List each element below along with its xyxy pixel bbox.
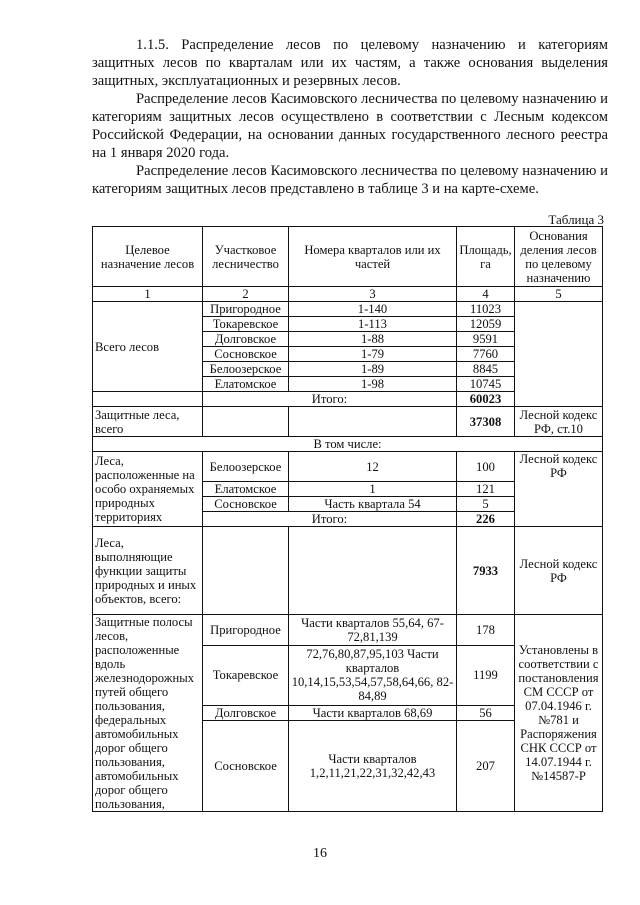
table-row xyxy=(93,615,603,646)
quarters-cell: 12 xyxy=(289,452,457,482)
header-cell: Площадь, га xyxy=(457,227,515,287)
total-label: Итого: xyxy=(203,392,457,407)
district-cell: Пригородное xyxy=(203,615,289,646)
quarters-cell: 1-98 xyxy=(289,377,457,392)
area-cell: 11023 xyxy=(457,302,515,317)
basis-cell: Лесной кодекс РФ, ст.10 xyxy=(515,407,603,437)
area-cell: 56 xyxy=(457,705,515,720)
area-cell: 100 xyxy=(457,452,515,482)
category-label: Леса, расположенные на особо охраняемых природных территориях xyxy=(93,452,203,527)
empty-cell xyxy=(93,392,203,407)
district-cell: Пригородное xyxy=(203,302,289,317)
table-caption: Таблица 3 xyxy=(548,212,604,227)
quarters-cell: 1 xyxy=(289,482,457,497)
paragraph-basis: Распределение лесов Касимовского лесничества по целевому назначению и категориям защитных лесов осуществлено в соответствии с Лесным кодексом Российской Федерации, на основании данных государственного лесного реестра на 1 января 2020 года. xyxy=(92,91,608,161)
header-row xyxy=(93,227,603,287)
category-label: Всего лесов xyxy=(93,302,203,392)
quarters-cell: 1-89 xyxy=(289,362,457,377)
quarters-cell: 1-88 xyxy=(289,332,457,347)
area-cell: 5 xyxy=(457,497,515,512)
district-cell: Белоозерское xyxy=(203,452,289,482)
quarters-cell: Части кварталов 68,69 xyxy=(289,705,457,720)
header-cell: Номера кварталов или их частей xyxy=(289,227,457,287)
empty-cell xyxy=(203,407,289,437)
subheader-row xyxy=(93,437,603,452)
area-cell: 12059 xyxy=(457,317,515,332)
empty-cell xyxy=(203,527,289,615)
empty-cell xyxy=(289,527,457,615)
total-area: 60023 xyxy=(457,392,515,407)
basis-cell: Лесной кодекс РФ xyxy=(515,527,603,615)
district-cell: Елатомское xyxy=(203,377,289,392)
table-row xyxy=(93,527,603,615)
header-cell: Участковое лесничество xyxy=(203,227,289,287)
column-number: 5 xyxy=(515,287,603,302)
area-cell: 178 xyxy=(457,615,515,646)
district-cell: Долговское xyxy=(203,332,289,347)
area-cell: 37308 xyxy=(457,407,515,437)
category-label: Леса, выполняющие функции защиты природных и иных объектов, всего: xyxy=(93,527,203,615)
area-cell: 1199 xyxy=(457,645,515,705)
area-cell: 9591 xyxy=(457,332,515,347)
column-number: 1 xyxy=(93,287,203,302)
column-number: 2 xyxy=(203,287,289,302)
quarters-cell: 72,76,80,87,95,103 Части кварталов 10,14,15,53,54,57,58,64,66, 82-84,89 xyxy=(289,645,457,705)
district-cell: Токаревское xyxy=(203,317,289,332)
header-cell: Основания деления лесов по целевому назначению xyxy=(515,227,603,287)
including-label: В том числе: xyxy=(93,437,603,452)
quarters-cell: 1-79 xyxy=(289,347,457,362)
district-cell: Долговское xyxy=(203,705,289,720)
quarters-cell: Части кварталов 55,64, 67-72,81,139 xyxy=(289,615,457,646)
district-cell: Елатомское xyxy=(203,482,289,497)
quarters-cell: Части кварталов 1,2,11,21,22,31,32,42,43 xyxy=(289,721,457,812)
total-label: Итого: xyxy=(203,512,457,527)
area-cell: 121 xyxy=(457,482,515,497)
district-cell: Сосновское xyxy=(203,497,289,512)
quarters-cell: Часть квартала 54 xyxy=(289,497,457,512)
category-label: Защитные леса, всего xyxy=(93,407,203,437)
column-number: 3 xyxy=(289,287,457,302)
paragraph-reference: Распределение лесов Касимовского лесничества по целевому назначению и категориям защитных лесов представлено в таблице 3 и на карте-схеме. xyxy=(92,163,608,197)
area-cell: 10745 xyxy=(457,377,515,392)
district-cell: Белоозерское xyxy=(203,362,289,377)
column-number-row xyxy=(93,287,603,302)
district-cell: Токаревское xyxy=(203,645,289,705)
area-cell: 7760 xyxy=(457,347,515,362)
page-number: 16 xyxy=(313,846,327,861)
area-cell: 207 xyxy=(457,721,515,812)
empty-cell xyxy=(289,407,457,437)
quarters-cell: 1-140 xyxy=(289,302,457,317)
category-label: Защитные полосы лесов, расположенные вдоль железнодорожных путей общего пользования, федеральных автомобильных дорог общего пользования, автомобильных дорог общего пользования, xyxy=(93,615,203,812)
district-cell: Сосновское xyxy=(203,347,289,362)
area-cell: 8845 xyxy=(457,362,515,377)
basis-cell: Лесной кодекс РФ xyxy=(515,452,603,527)
district-cell: Сосновское xyxy=(203,721,289,812)
basis-cell: Установлены в соответствии с постановления СМ СССР от 07.04.1946 г. №781 и Распоряжения СНК СССР от 14.07.1944 г. №14587-Р xyxy=(515,615,603,812)
column-number: 4 xyxy=(457,287,515,302)
total-area: 226 xyxy=(457,512,515,527)
basis-cell-empty xyxy=(515,302,603,407)
paragraph-heading: 1.1.5. Распределение лесов по целевому назначению и категориям защитных лесов по кварталам или их частям, а также основания выделения защитных, эксплуатационных и резервных лесов. xyxy=(92,37,608,89)
area-cell: 7933 xyxy=(457,527,515,615)
table-row xyxy=(93,302,603,317)
table-row xyxy=(93,452,603,482)
header-cell: Целевое назначение лесов xyxy=(93,227,203,287)
table-row xyxy=(93,407,603,437)
quarters-cell: 1-113 xyxy=(289,317,457,332)
forest-distribution-table xyxy=(92,226,603,812)
